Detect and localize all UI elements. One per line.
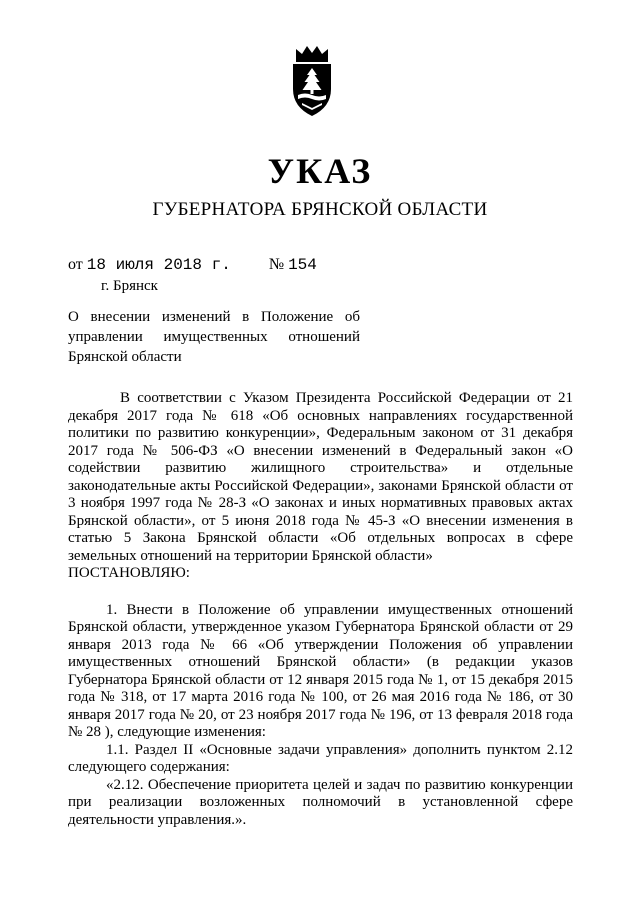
- decree-subject: О внесении изменений в Положение об управлении имущественных отношений Брянской области: [68, 309, 360, 365]
- document-subtitle: ГУБЕРНАТОРА БРЯНСКОЙ ОБЛАСТИ: [152, 199, 488, 220]
- item-1-paragraph: 1. Внести в Положение об управлении имущественных отношений Брянской области, утвержденное указом Губернатора Брянской области от 29 января 2013 года № 66 «Об утверждении Положения об управлении имущественных отношений Брянской области» (в редакции указов Губернатора Брянской области от 12 января 2015 года № 1, от 15 декабря 2015 года № 318, от 17 марта 2016 года № 100, от 26 мая 2016 года № 186, от 30 января 2017 года № 20, от 23 ноября 2017 года № 196, от 13 февраля 2018 года № 28 ), следующие изменения:: [68, 601, 573, 740]
- preamble-paragraph: В соответствии с Указом Президента Российской Федерации от 21 декабря 2017 года № 618 «Об основных направлениях государственной политики по развитию конкуренции», Федеральным законом от 31 декабря 2017 года № 506-ФЗ «О внесении изменений в Федеральный закон «О содействии развитию жилищного строительства» и отдельные законодательные акты Российской Федерации», законами Брянской области от 3 ноября 1997 года № 28-З «О законах и иных нормативных правовых актах Брянской области», от 5 июня 2018 года № 45-З «О внесении изменения в статью 5 Закона Брянской области «Об отдельных вопросах в сфере земельных отношений на территории Брянской области»: [68, 390, 573, 564]
- item-1-1-paragraph: 1.1. Раздел II «Основные задачи управления» дополнить пунктом 2.12 следующего содержания:: [68, 741, 573, 775]
- resolve-heading: ПОСТАНОВЛЯЮ:: [68, 565, 190, 581]
- decree-body: [68, 390, 573, 829]
- decree-date: 18 июля 2018 г.: [86, 256, 231, 274]
- date-prefix: от: [68, 256, 83, 273]
- coat-of-arms-icon: [290, 45, 334, 120]
- document-title: УКАЗ: [267, 151, 373, 191]
- number-label: №: [268, 256, 285, 273]
- decree-number: 154: [288, 256, 317, 274]
- item-1-1-text-paragraph: «2.12. Обеспечение приоритета целей и задач по развитию конкуренции при реализации возложенных полномочий в установленной сфере деятельности управления.».: [68, 776, 573, 828]
- decree-city: г. Брянск: [101, 278, 158, 294]
- decree-date-line: [68, 256, 317, 274]
